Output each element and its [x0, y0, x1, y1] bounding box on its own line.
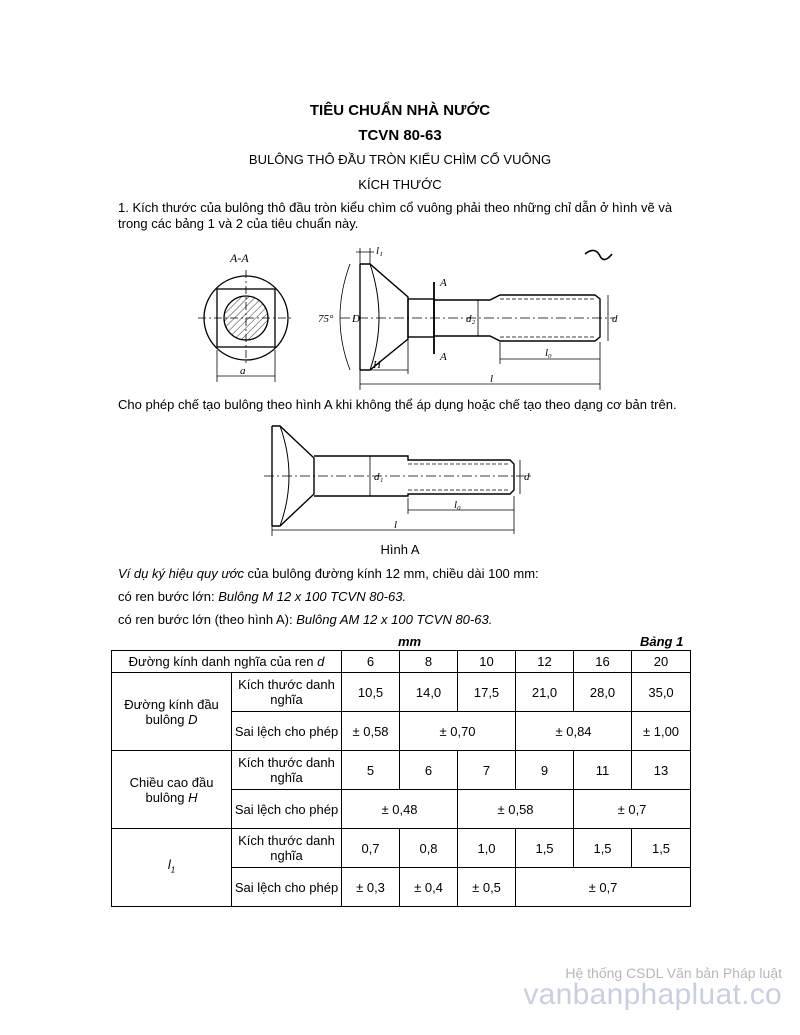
nominal-label: Kích thước danh nghĩa: [232, 673, 342, 712]
table-cell: ± 0,48: [342, 790, 458, 829]
table-row: [112, 673, 691, 712]
example-2-prefix: có ren bước lớn:: [118, 589, 219, 604]
dim-H-label: H: [373, 359, 381, 371]
size-cell: 8: [400, 651, 458, 673]
nominal-label: Kích thước danh nghĩa: [232, 829, 342, 868]
table-cell: 13: [632, 751, 691, 790]
table-label: Bảng 1: [640, 634, 684, 649]
watermark-line-2: vanbanphapluat.co: [523, 978, 782, 1011]
table-cell: 10,5: [342, 673, 400, 712]
document-subtitle: BULÔNG THÔ ĐẦU TRÒN KIỂU CHÌM CỔ VUÔNG: [248, 152, 552, 167]
paragraph-1: 1. Kích thước của bulông thô đầu tròn kiểu chìm cổ vuông phải theo những chỉ dẫn ở hình vẽ và trong các bảng 1 và 2 của tiêu chuẩn này.: [118, 200, 673, 231]
document-title: TIÊU CHUẨN NHÀ NƯỚC: [309, 102, 491, 119]
example-2-code: Bulông M 12 x 100 TCVN 80-63.: [218, 589, 407, 604]
size-cell: 16: [574, 651, 632, 673]
table-header-row: [112, 651, 691, 673]
row-label-D: Đường kính đầu bulông D: [112, 673, 232, 751]
table-cell: ± 0,58: [342, 712, 400, 751]
row-label-H: Chiều cao đầu bulông H: [112, 751, 232, 829]
size-cell: 6: [342, 651, 400, 673]
size-cell: 10: [458, 651, 516, 673]
example-line-1: [118, 566, 688, 582]
table-cell: 1,5: [574, 829, 632, 868]
table-cell: ± 0,7: [516, 868, 691, 907]
dim-l1-label: l₁: [376, 245, 383, 257]
tolerance-label: Sai lệch cho phép: [232, 712, 342, 751]
watermark-line-1: Hệ thống CSDL Văn bản Pháp luật: [565, 965, 782, 981]
table-cell: 1,5: [632, 829, 691, 868]
angle-label: 75°: [318, 313, 334, 325]
example-3-prefix: có ren bước lớn (theo hình A):: [118, 612, 297, 627]
table-cell: 5: [342, 751, 400, 790]
nominal-label: Kích thước danh nghĩa: [232, 751, 342, 790]
section-view-a-a: [198, 270, 294, 382]
dimensions-table: [111, 650, 691, 907]
table-cell: 6: [400, 751, 458, 790]
table-cell: 11: [574, 751, 632, 790]
section-heading: KÍCH THƯỚC: [358, 177, 442, 192]
figure-caption: Hình A: [380, 542, 420, 557]
size-cell: 12: [516, 651, 574, 673]
dim-d2-label: d₂: [466, 313, 476, 325]
table-cell: ± 0,58: [458, 790, 574, 829]
table-unit: mm: [398, 634, 422, 649]
table-cell: ± 0,3: [342, 868, 400, 907]
table-cell: ± 0,4: [400, 868, 458, 907]
section-mark-bottom: A: [440, 351, 447, 363]
example-intro-rest: của bulông đường kính 12 mm, chiều dài 100 mm:: [243, 566, 539, 581]
paragraph-2: Cho phép chế tạo bulông theo hình A khi không thể áp dụng hoặc chế tạo theo dạng cơ bản trên.: [118, 397, 677, 412]
table-cell: 9: [516, 751, 574, 790]
dim-a-label: a: [240, 365, 246, 377]
table-cell: 28,0: [574, 673, 632, 712]
dim-d-label-2: d: [524, 471, 530, 483]
section-label: A-A: [230, 251, 249, 265]
bolt-drawing-main: [190, 242, 670, 392]
table-cell: 35,0: [632, 673, 691, 712]
dim-l0-label-2: l₀: [454, 499, 461, 511]
dim-d1-label: d₁: [374, 471, 384, 483]
bolt-side-view: [340, 248, 615, 390]
dim-l-label-2: l: [394, 519, 398, 531]
table-cell: 1,0: [458, 829, 516, 868]
header-cell: Đường kính danh nghĩa của ren d: [112, 651, 342, 673]
table-cell: 14,0: [400, 673, 458, 712]
standard-code: TCVN 80-63: [358, 127, 442, 144]
table-cell: ± 0,5: [458, 868, 516, 907]
table-cell: ± 0,70: [400, 712, 516, 751]
table-cell: ± 0,84: [516, 712, 632, 751]
bolt-drawing-variant-a: [258, 422, 558, 538]
table-cell: 17,5: [458, 673, 516, 712]
example-line-2: [118, 589, 688, 605]
example-intro: Ví dụ ký hiệu quy ước: [118, 566, 244, 581]
section-mark-top: A: [440, 277, 447, 289]
table-cell: 21,0: [516, 673, 574, 712]
size-cell: 20: [632, 651, 691, 673]
table-row: [112, 751, 691, 790]
dim-D-label: D: [352, 313, 360, 325]
dim-d-label: d: [612, 313, 618, 325]
table-cell: ± 0,7: [574, 790, 691, 829]
table-cell: 7: [458, 751, 516, 790]
row-label-l1: $l_1$: [112, 829, 232, 907]
table-cell: ± 1,00: [632, 712, 691, 751]
tolerance-label: Sai lệch cho phép: [232, 790, 342, 829]
tolerance-label: Sai lệch cho phép: [232, 868, 342, 907]
dim-l-label: l: [490, 373, 494, 385]
table-row: [112, 829, 691, 868]
example-line-3: [118, 612, 688, 628]
example-3-code: Bulông AM 12 x 100 TCVN 80-63.: [296, 612, 493, 627]
table-cell: 1,5: [516, 829, 574, 868]
table-cell: 0,7: [342, 829, 400, 868]
dim-l0-label: l₀: [545, 347, 552, 359]
table-cell: 0,8: [400, 829, 458, 868]
